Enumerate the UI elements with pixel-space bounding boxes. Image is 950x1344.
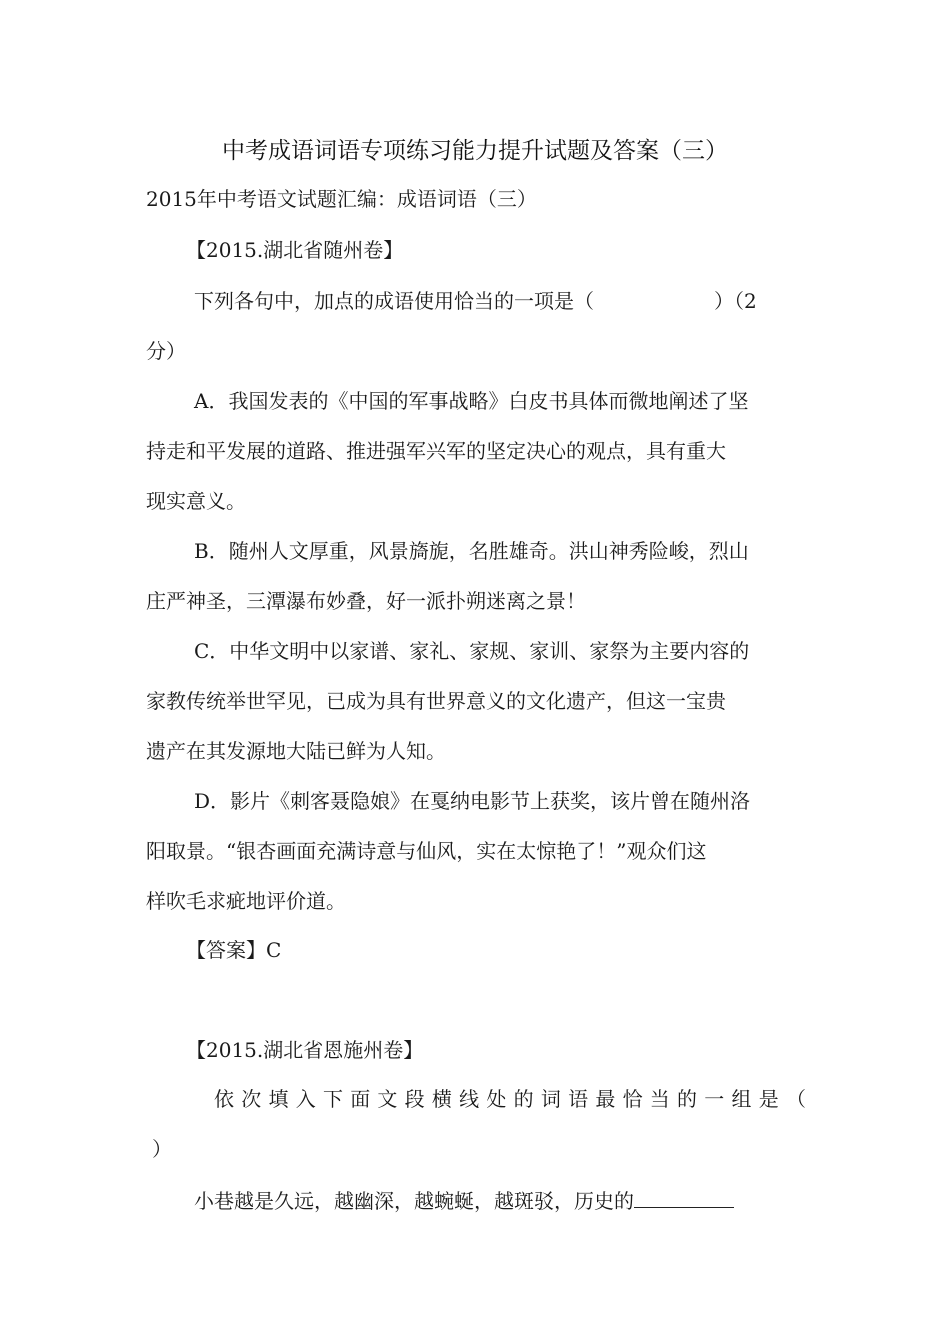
q2-passage-line [194,1185,854,1216]
q1-answer: 【答案】C [186,938,282,962]
q2-stem-line: 依次填入下面文段横线处的词语最恰当的一组是（ [214,1087,806,1111]
option-a-line: 现实意义。 [146,489,246,513]
q2-source: 【2015.湖北省恩施州卷】 [186,1038,424,1062]
option-d-line: 样吹毛求疵地评价道。 [146,889,346,913]
q2-passage-text: 小巷越是久远，越幽深，越蜿蜒，越斑驳，历史的 [194,1189,634,1213]
option-c-line: 家教传统举世罕见，已成为具有世界意义的文化遗产，但这一宝贵 [146,689,726,713]
option-c-line: C．中华文明中以家谱、家礼、家规、家训、家祭为主要内容的 [194,639,750,663]
fill-in-blank [634,1185,734,1208]
option-d-line: 阳取景。“银杏画面充满诗意与仙风，实在太惊艳了！”观众们这 [146,839,707,863]
q1-stem-line: 下列各句中，加点的成语使用恰当的一项是（ ）（2 [194,289,757,313]
q1-stem-line: 分） [146,339,186,363]
page-title: 中考成语词语专项练习能力提升试题及答案（三） [222,138,728,164]
option-c-line: 遗产在其发源地大陆已鲜为人知。 [146,739,446,763]
option-a-line: A．我国发表的《中国的军事战略》白皮书具体而微地阐述了坚 [194,389,749,413]
option-d-line: D．影片《刺客聂隐娘》在戛纳电影节上获奖，该片曾在随州洛 [194,789,751,813]
option-a-line: 持走和平发展的道路、推进强军兴军的坚定决心的观点，具有重大 [146,439,726,463]
option-b-line: B．随州人文厚重，风景旖旎，名胜雄奇。洪山神秀险峻，烈山 [194,539,749,563]
q1-source: 【2015.湖北省随州卷】 [186,238,404,262]
q2-stem-line: ） [152,1137,172,1161]
option-b-line: 庄严神圣，三潭瀑布妙叠，好一派扑朔迷离之景！ [146,589,586,613]
subtitle: 2015年中考语文试题汇编：成语词语（三） [146,187,537,211]
